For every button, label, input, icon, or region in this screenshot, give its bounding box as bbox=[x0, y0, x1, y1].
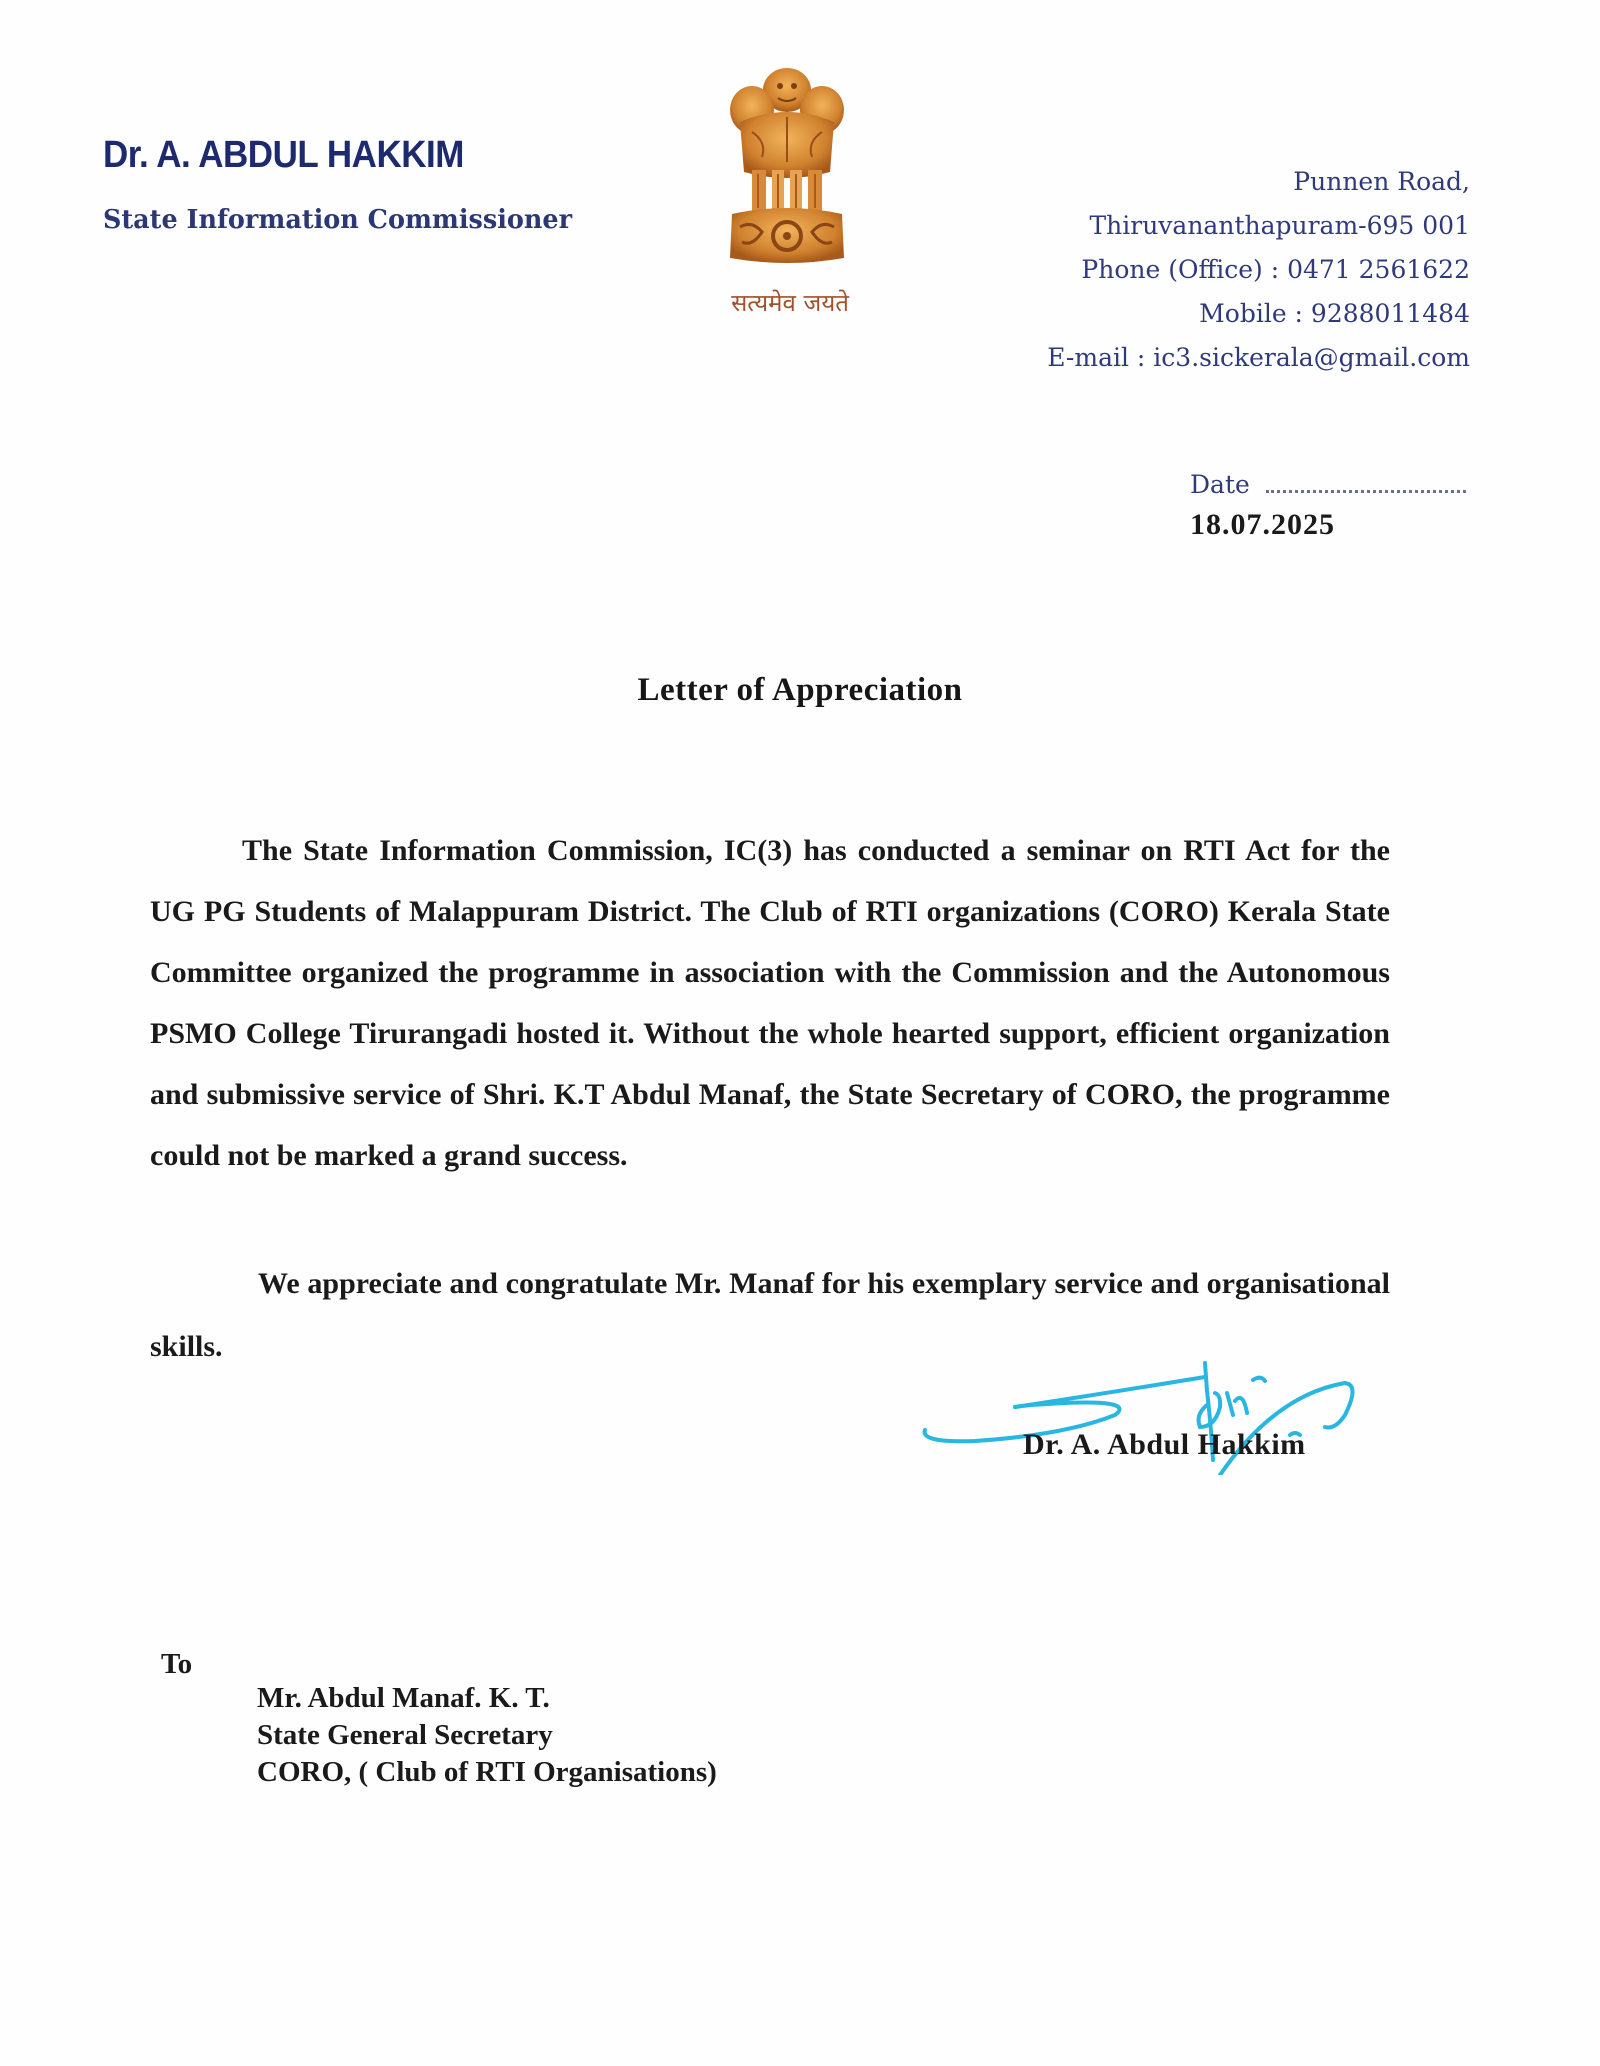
letterhead-name: Dr. A. ABDUL HAKKIM bbox=[103, 134, 464, 176]
letterhead-address bbox=[1047, 160, 1470, 380]
address-line2: Thiruvananthapuram-695 001 bbox=[1089, 211, 1470, 240]
signer-name: Dr. A. Abdul Hakkim bbox=[1023, 1428, 1306, 1461]
body-paragraph-2: We appreciate and congratulate Mr. Manaf for his exemplary service and organisational skills. bbox=[150, 1267, 1390, 1363]
mobile-number: Mobile : 9288011484 bbox=[1199, 299, 1470, 328]
recipient-name: Mr. Abdul Manaf. K. T. bbox=[257, 1682, 550, 1714]
email-address: E-mail : ic3.sickerala@gmail.com bbox=[1047, 343, 1470, 372]
emblem-motto: सत्यमेव जयते bbox=[731, 289, 849, 317]
date-value: 18.07.2025 bbox=[1190, 508, 1335, 541]
date-label: Date bbox=[1190, 470, 1250, 499]
recipient-title: State General Secretary bbox=[257, 1719, 553, 1751]
date-dotted-line bbox=[1266, 474, 1466, 493]
letter-subject: Letter of Appreciation bbox=[637, 672, 963, 708]
body-paragraph-1: The State Information Commission, IC(3) has conducted a seminar on RTI Act for the UG PG Students of Malappuram District. The Club of RTI organizations (CORO) Kerala State Committee organized the programme in association with the Commission and the Autonomous PSMO College Tirurangadi hosted it. Without the whole hearted support, efficient organization and submissive service of Shri. K.T Abdul Manaf, the State Secretary of CORO, the programme could not be marked a grand success. bbox=[150, 834, 1390, 1172]
to-label: To bbox=[161, 1648, 193, 1680]
recipient-organization: CORO, ( Club of RTI Organisations) bbox=[257, 1756, 717, 1788]
address-line1: Punnen Road, bbox=[1293, 167, 1470, 196]
recipient-block bbox=[257, 1680, 717, 1791]
letterhead-designation: State Information Commissioner bbox=[103, 205, 573, 235]
office-phone: Phone (Office) : 0471 2561622 bbox=[1081, 255, 1470, 284]
national-emblem-icon bbox=[712, 62, 862, 272]
